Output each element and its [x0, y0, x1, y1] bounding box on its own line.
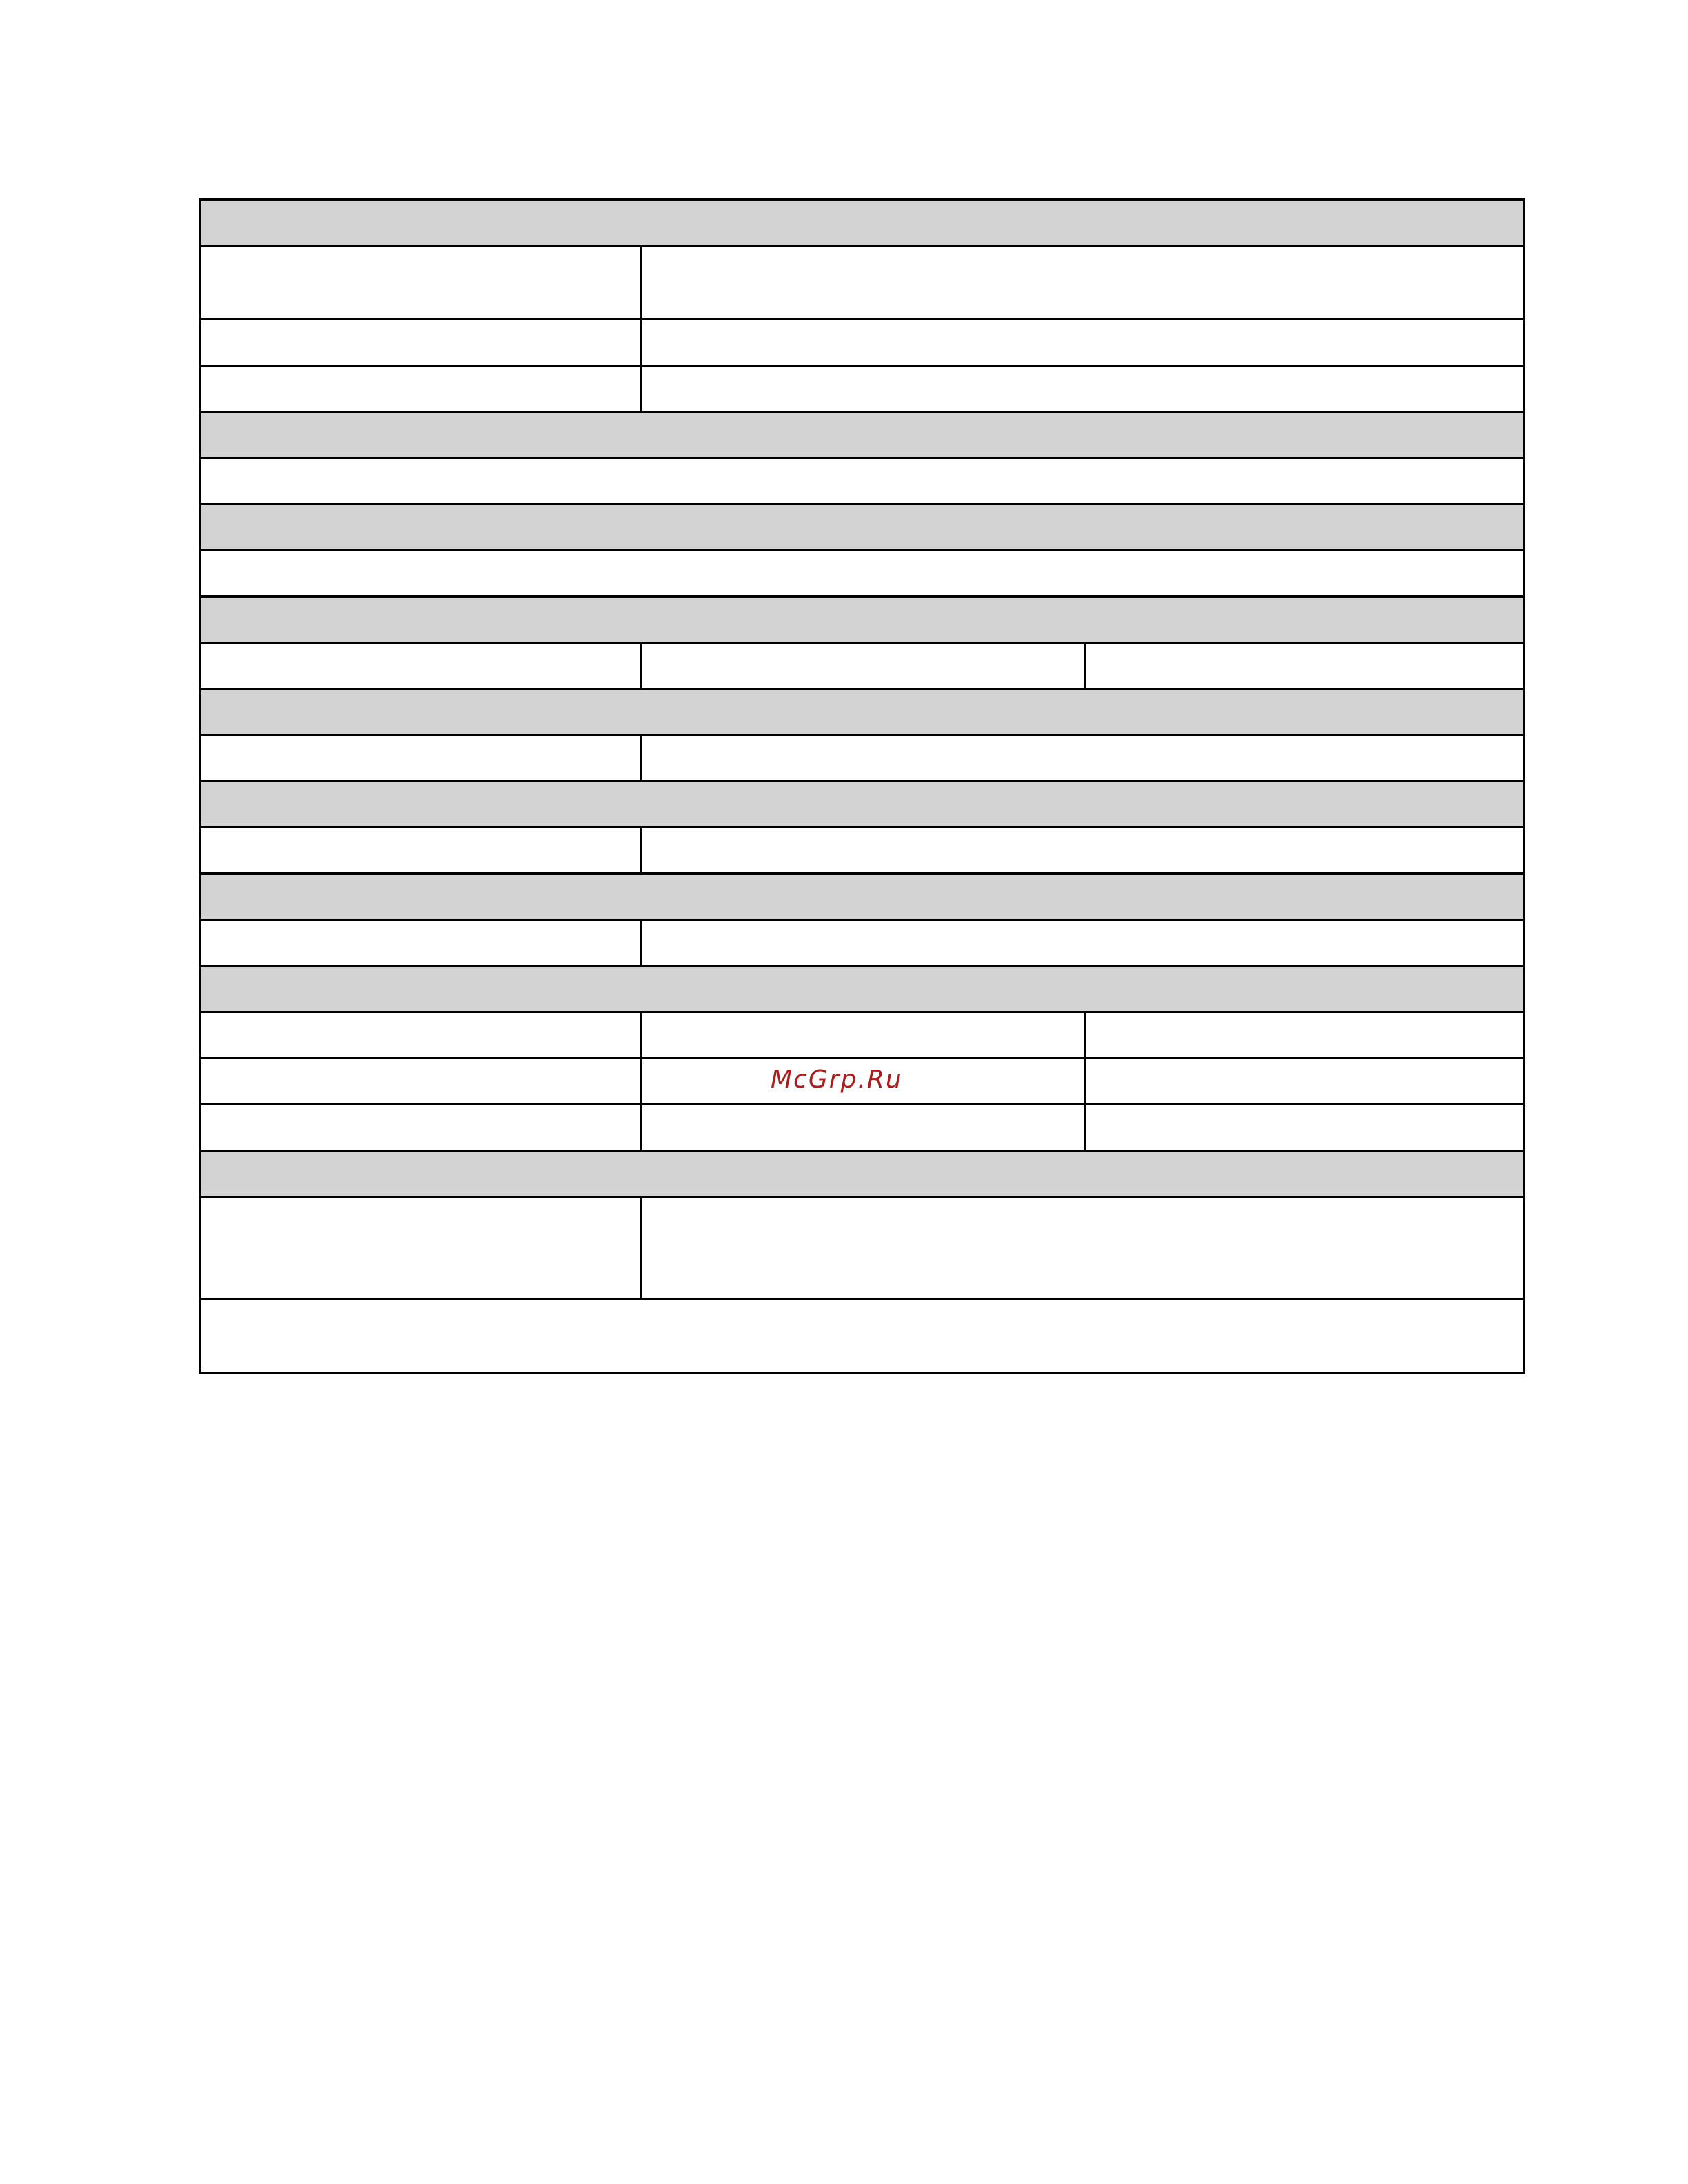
col-3-cell	[1085, 643, 1525, 689]
form-row	[200, 1012, 1525, 1059]
blank-form-table	[199, 198, 1525, 1374]
form-row	[200, 1300, 1525, 1374]
col-1-cell	[200, 643, 641, 689]
section-header-cell	[200, 874, 1525, 920]
field-value-cell	[641, 320, 1525, 366]
col-3-cell	[1085, 1012, 1525, 1059]
col-1-cell	[200, 1012, 641, 1059]
field-value-cell	[641, 1197, 1525, 1300]
form-row	[200, 920, 1525, 966]
form-row	[200, 828, 1525, 874]
full-width-cell	[200, 1300, 1525, 1374]
section-header-1	[200, 200, 1525, 246]
section-header-9	[200, 1151, 1525, 1197]
col-2-cell	[641, 1012, 1085, 1059]
form-row	[200, 735, 1525, 782]
section-header-4	[200, 597, 1525, 643]
form-row	[200, 643, 1525, 689]
field-label-cell	[200, 735, 641, 782]
watermark-text: McGrp.Ru	[771, 1065, 903, 1094]
section-header-6	[200, 782, 1525, 828]
field-label-cell	[200, 920, 641, 966]
field-label-cell	[200, 828, 641, 874]
col-1-cell	[200, 1059, 641, 1105]
section-header-cell	[200, 689, 1525, 735]
col-1-cell	[200, 1105, 641, 1151]
section-header-cell	[200, 1151, 1525, 1197]
section-header-8	[200, 966, 1525, 1012]
form-row	[200, 551, 1525, 597]
form-row	[200, 246, 1525, 320]
section-header-cell	[200, 966, 1525, 1012]
col-2-cell	[641, 643, 1085, 689]
field-label-cell	[200, 320, 641, 366]
form-row	[200, 458, 1525, 504]
field-label-cell	[200, 366, 641, 412]
section-header-cell	[200, 412, 1525, 458]
section-header-3	[200, 504, 1525, 551]
full-width-cell	[200, 551, 1525, 597]
form-row	[200, 366, 1525, 412]
section-header-2	[200, 412, 1525, 458]
form-row	[200, 320, 1525, 366]
field-value-cell	[641, 920, 1525, 966]
full-width-cell	[200, 458, 1525, 504]
field-label-cell	[200, 246, 641, 320]
section-header-7	[200, 874, 1525, 920]
section-header-5	[200, 689, 1525, 735]
section-header-cell	[200, 504, 1525, 551]
col-3-cell	[1085, 1059, 1525, 1105]
section-header-cell	[200, 200, 1525, 246]
form-row	[200, 1197, 1525, 1300]
field-value-cell	[641, 828, 1525, 874]
field-label-cell	[200, 1197, 641, 1300]
section-header-cell	[200, 597, 1525, 643]
field-value-cell	[641, 735, 1525, 782]
field-value-cell	[641, 246, 1525, 320]
col-2-cell	[641, 1105, 1085, 1151]
form-row	[200, 1105, 1525, 1151]
col-3-cell	[1085, 1105, 1525, 1151]
field-value-cell	[641, 366, 1525, 412]
section-header-cell	[200, 782, 1525, 828]
